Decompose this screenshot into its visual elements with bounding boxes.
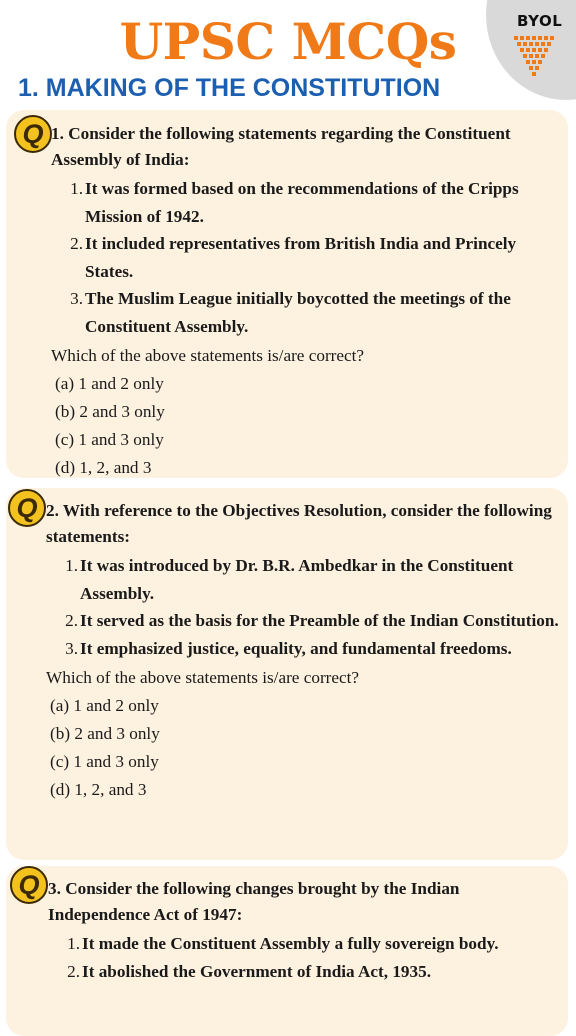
question-stem: 2. With reference to the Objectives Resolution, consider the following statements: [46, 501, 552, 546]
question-q-icon: Q [10, 866, 48, 904]
statement-item: 1. It was formed based on the recommendations of the Cripps Mission of 1942. [70, 179, 519, 226]
statement-item: 2. It served as the basis for the Preamble of the Indian Constitution. [65, 611, 559, 630]
option-list [46, 692, 562, 804]
option-a[interactable]: (a) 1 and 2 only [55, 374, 164, 393]
option-c[interactable]: (c) 1 and 3 only [50, 752, 159, 771]
option-list [51, 370, 566, 482]
question-prompt: Which of the above statements is/are correct? [46, 668, 360, 687]
question-stem: 3. Consider the following changes brought by the Indian Independence Act of 1947: [48, 879, 460, 924]
statement-item: 2. It abolished the Government of India Act, 1935. [67, 961, 432, 981]
option-d[interactable]: (d) 1, 2, and 3 [55, 458, 152, 477]
brand-name: BYOL [517, 12, 563, 30]
statement-list [51, 175, 566, 340]
option-a[interactable]: (a) 1 and 2 only [50, 696, 159, 715]
question-1 [51, 121, 566, 482]
option-b[interactable]: (b) 2 and 3 only [55, 402, 165, 421]
statement-item: 1. It was introduced by Dr. B.R. Ambedkar in the Constituent Assembly. [65, 556, 514, 603]
option-d[interactable]: (d) 1, 2, and 3 [50, 780, 147, 799]
option-c[interactable]: (c) 1 and 3 only [55, 430, 164, 449]
option-b[interactable]: (b) 2 and 3 only [50, 724, 160, 743]
statement-list [46, 552, 562, 662]
question-q-icon: Q [8, 489, 46, 527]
question-3 [48, 876, 563, 985]
question-2 [46, 498, 562, 804]
question-stem: 1. Consider the following statements regarding the Constituent Assembly of India: [51, 124, 511, 169]
statement-item: 1. It made the Constituent Assembly a fully sovereign body. [67, 934, 499, 953]
chapter-subtitle: 1. MAKING OF THE CONSTITUTION [18, 74, 441, 102]
question-prompt: Which of the above statements is/are correct? [51, 346, 365, 365]
statement-list [48, 930, 563, 985]
statement-item: 2. It included representatives from British India and Princely States. [70, 234, 517, 281]
question-q-icon: Q [14, 115, 52, 153]
statement-item: 3. It emphasized justice, equality, and fundamental freedoms. [65, 638, 512, 658]
statement-item: 3. The Muslim League initially boycotted the meetings of the Constituent Assembly. [70, 289, 511, 336]
page-title: UPSC MCQs [119, 12, 457, 71]
